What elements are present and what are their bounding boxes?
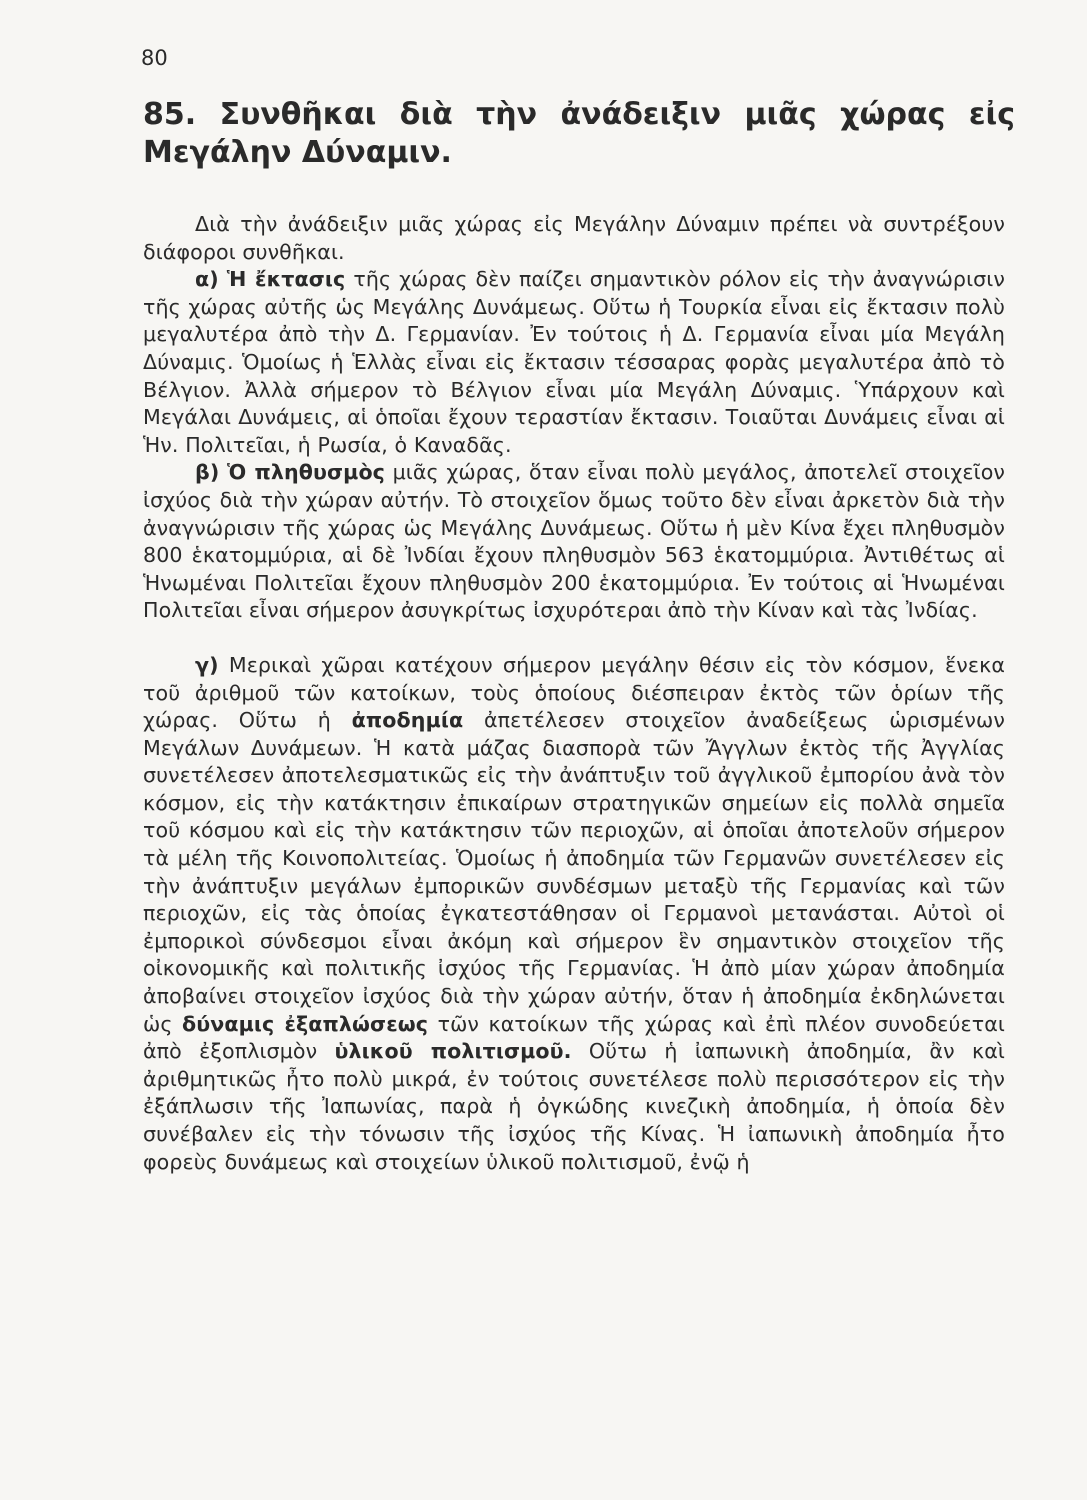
- text-population: μιᾶς χώρας, ὅταν εἶναι πολὺ μεγάλος, ἀποτελεῖ στοιχεῖον ἰσχύος διὰ τὴν χώραν αὐτήν. Τὸ στοιχεῖον ὅμως τοῦτο δὲν εἶναι ἀρκετὸν διὰ τὴν ἀναγνώρισιν τῆς χώρας ὡς Μεγάλης Δυνάμεως. Οὕτω ἡ μὲν Κίνα ἔχει πληθυσμὸν 800 ἑκατομμύρια, αἱ δὲ Ἰνδίαι ἔχουν πληθυσμὸν 563 ἑκατομμύρια. Ἀντιθέτως αἱ Ἡνωμέναι Πολιτεῖαι ἔχουν πληθυσμὸν 200 ἑκατομμύρια. Ἐν τούτοις αἱ Ἡνωμέναι Πολιτεῖαι εἶναι σήμερον ἀσυγκρίτως ἰσχυρότεραι ἀπὸ τὴν Κίναν καὶ τὰς Ἰνδίας.: [143, 460, 1005, 623]
- term-material-culture: ὑλικοῦ πολιτισμοῦ.: [334, 1039, 572, 1064]
- page-number: 80: [141, 46, 168, 70]
- intro-paragraph: Διὰ τὴν ἀνάδειξιν μιᾶς χώρας εἰς Μεγάλην Δύναμιν πρέπει νὰ συντρέξουν διάφοροι συνθῆκαι.: [143, 212, 1005, 264]
- section-title: 85. Συνθῆκαι διὰ τὴν ἀνάδειξιν μιᾶς χώρας εἰς Μεγάλην Δύναμιν.: [143, 97, 1015, 170]
- marker-a: α): [195, 267, 219, 292]
- marker-b: β): [195, 460, 220, 485]
- paragraph-population: [143, 459, 1005, 625]
- text-emigration-before: Μερικαὶ χῶραι κατέχουν σήμερον μεγάλην θέσιν εἰς τὸν κόσμον, ἕνεκα τοῦ ἀριθμοῦ τῶν κατοίκων, τοὺς ὁποίους διέσπειραν ἐκτὸς τῶν ὁρίων τῆς χώρας. Οὕτω ἡ: [143, 652, 1005, 733]
- term-area: Ἡ ἔκτασις: [226, 267, 346, 292]
- paragraph-area: [143, 266, 1005, 459]
- paragraph-emigration: [143, 652, 1005, 1176]
- text-emigration-middle: ἀπετέλεσεν στοιχεῖον ἀναδείξεως ὡρισμένων Μεγάλων Δυνάμεων. Ἡ κατὰ μάζας διασπορὰ τῶν Ἄγγλων ἐκτὸς τῆς Ἀγγλίας συνετέλεσεν ἀποτελεσματικῶς εἰς τὴν ἀνάπτυξιν τοῦ ἀγγλικοῦ ἐμπορίου ἀνὰ τὸν κόσμον, εἰς τὴν κατάκτησιν ἐπικαίρων στρατηγικῶν σημείων εἰς πολλὰ σημεῖα τοῦ κόσμου καὶ εἰς τὴν κατάκτησιν τῶν περιοχῶν, αἱ ὁποῖαι ἀποτελοῦν σήμερον τὰ μέλη τῆς Κοινοπολιτείας. Ὁμοίως ἡ ἀποδημία τῶν Γερμανῶν συνετέλεσεν εἰς τὴν ἀνάπτυξιν μεγάλων ἐμπορικῶν συνδέσμων μεταξὺ τῆς Γερμανίας καὶ τῶν περιοχῶν, εἰς τὰς ὁποίας ἐγκατεστάθησαν οἱ Γερμανοὶ μετανάσται. Αὐτοὶ οἱ ἐμπορικοὶ σύνδεσμοι εἶναι ἀκόμη καὶ σήμερον ἓν σημαντικὸν στοιχεῖον τῆς οἰκονομικῆς καὶ πολιτικῆς ἰσχύος τῆς Γερμανίας. Ἡ ἀπὸ μίαν χώραν ἀποδημία ἀποβαίνει στοιχεῖον ἰσχύος διὰ τὴν χώραν αὐτήν, ὅταν ἡ ἀποδημία ἐκδηλώνεται ὡς: [143, 708, 1005, 1036]
- text-emigration-end: Οὕτω ἡ ἰαπωνικὴ ἀποδημία, ἂν καὶ ἀριθμητικῶς ἦτο πολὺ μικρά, ἐν τούτοις συνετέλεσε πολὺ περισσότερον εἰς τὴν ἐξάπλωσιν τῆς Ἰαπωνίας, παρὰ ἡ ὀγκώδης κινεζικὴ ἀποδημία, ἡ ὁποία δὲν συνέβαλεν εἰς τὴν τόνωσιν τῆς ἰσχύος τῆς Κίνας. Ἡ ἰαπωνικὴ ἀποδημία ἦτο φορεὺς δυνάμεως καὶ στοιχείων ὑλικοῦ πολιτισμοῦ, ἐνῷ ἡ: [143, 1039, 1005, 1174]
- term-population: Ὁ πληθυσμὸς: [226, 460, 385, 485]
- term-emigration: ἀποδημία: [351, 708, 464, 733]
- text-emigration-after-expansion: τῶν κατοίκων τῆς χώρας καὶ ἐπὶ πλέον συνοδεύεται ἀπὸ ἐξοπλισμὸν: [143, 1011, 1005, 1064]
- marker-c: γ): [195, 652, 219, 677]
- text-area: τῆς χώρας δὲν παίζει σημαντικὸν ρόλον εἰς τὴν ἀναγνώρισιν τῆς χώρας αὐτῆς ὡς Μεγάλης Δυνάμεως. Οὕτω ἡ Τουρκία εἶναι εἰς ἔκτασιν πολὺ μεγαλυτέρα ἀπὸ τὴν Δ. Γερμανίαν. Ἐν τούτοις ἡ Δ. Γερμανία εἶναι μία Μεγάλη Δύναμις. Ὁμοίως ἡ Ἑλλὰς εἶναι εἰς ἔκτασιν τέσσαρας φορὰς μεγαλυτέρα ἀπὸ τὸ Βέλγιον. Ἀλλὰ σήμερον τὸ Βέλγιον εἶναι μία Μεγάλη Δύναμις. Ὑπάρχουν καὶ Μεγάλαι Δυνάμεις, αἱ ὁποῖαι ἔχουν τεραστίαν ἔκτασιν. Τοιαῦται Δυνάμεις εἶναι αἱ Ἡν. Πολιτεῖαι, ἡ Ρωσία, ὁ Καναδᾶς.: [143, 267, 1005, 457]
- term-expansion: δύναμις ἐξαπλώσεως: [182, 1011, 429, 1036]
- body-text: [143, 211, 1005, 1176]
